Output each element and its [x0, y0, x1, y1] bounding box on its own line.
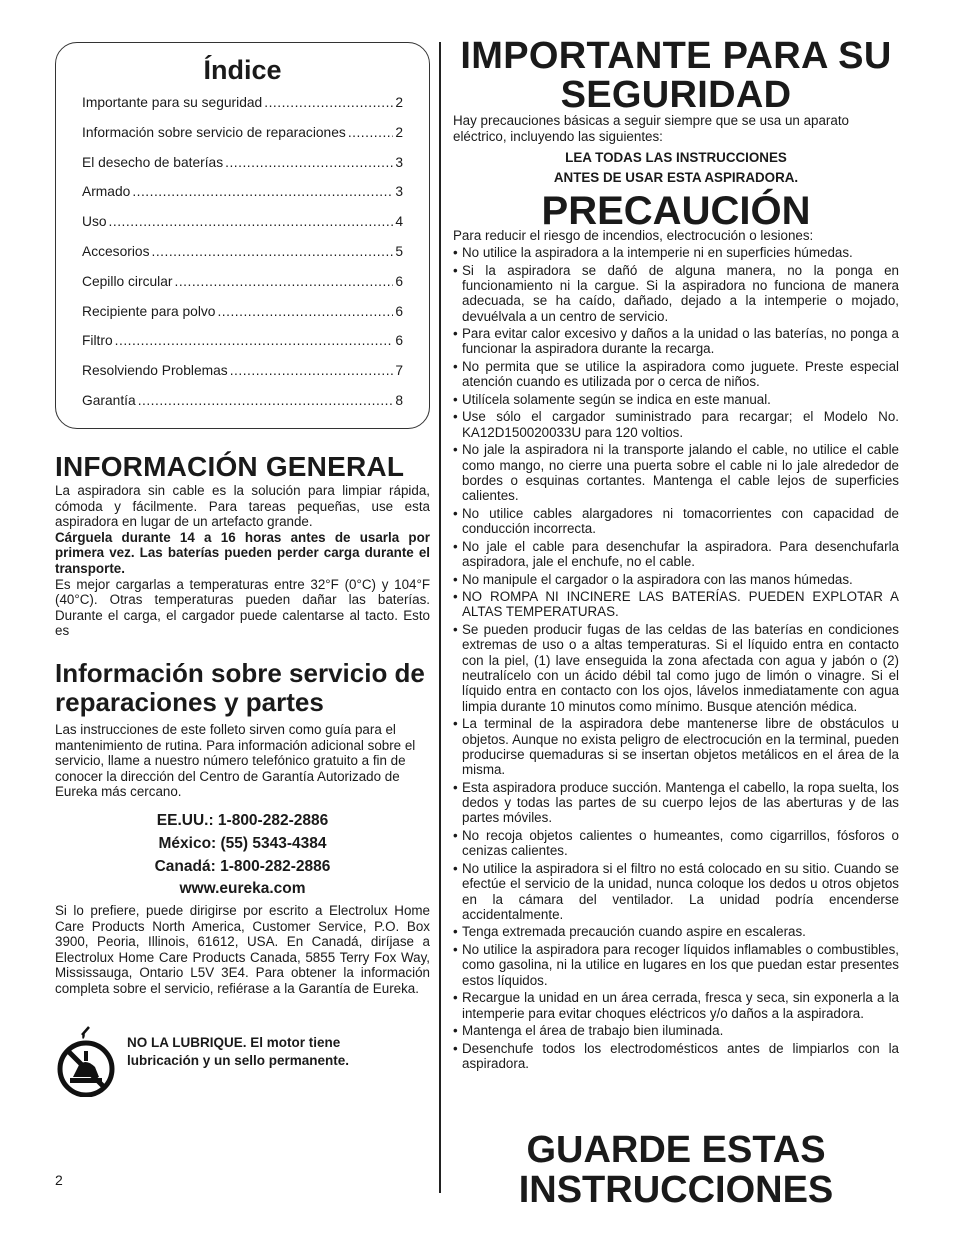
toc-item — [82, 363, 403, 393]
safety-bullet: • Si la aspiradora se dañó de alguna manera, no la ponga en funcionamiento ni la cargue. Si la aspiradora no funciona de manera adecuada, se ha caído, dañado, dejado a la intemperie o mojado, devuélvala a un centro de servicio. — [453, 263, 899, 324]
charge-warning: Cárguela durante 14 a 16 horas antes de usarla por primera vez. Las baterías pueden perder carga durante el transporte. — [55, 529, 430, 576]
toc-title: Índice — [203, 55, 282, 85]
mail-address-paragraph: Si lo prefiere, puede dirigirse por escrito a Electrolux Home Care Products North America, Customer Service, P.O. Box 3900, Peoria, Illinois, 61612, USA. En Canadá, diríjase a Electrolux Home Care Products Canada, 5855 Terry Fox Way, Mississauga, Ontario L5V 3E4. Para obtener la información completa sobre el servicio, refiérase a la Garantía de Eureka. — [55, 903, 430, 996]
toc-item — [82, 95, 403, 125]
toc-leader-dots — [217, 304, 393, 319]
general-info-paragraph: La aspiradora sin cable es la solución para limpiar rápida, cómoda y fácilmente. Para tareas pequeñas, use esta aspiradora en lugar de un artefacto grande. — [55, 483, 430, 530]
toc-item-label: Garantía — [82, 392, 136, 408]
toc-item — [82, 214, 403, 244]
toc-item-label: Importante para su seguridad — [82, 95, 263, 110]
read-instructions-line1: LEA TODAS LAS INSTRUCCIONES — [565, 150, 787, 165]
safety-bullet: • Para evitar calor excesivo y daños a la unidad o las baterías, no ponga a funcionar la aspiradora durante la recarga. — [453, 326, 899, 357]
safety-bullet: • Mantenga el área de trabajo bien iluminada. — [453, 1023, 899, 1038]
toc-item-label: Resolviendo Problemas — [82, 363, 228, 379]
toc-item-label: Uso — [82, 214, 107, 230]
phone-mexico: México: (55) 5343-4384 — [158, 834, 327, 852]
toc-item-page: 6 — [395, 333, 403, 349]
safety-bullet: • No recoja objetos calientes o humeantes, como cigarrillos, fósforos o cenizas calientes. — [453, 828, 899, 859]
toc-item-label: Armado — [82, 184, 131, 200]
toc-item-page: 3 — [395, 184, 403, 200]
safety-bullet: • Desenchufe todos los electrodomésticos antes de limpiarlos con la aspiradora. — [453, 1041, 899, 1072]
safety-bullet: • No permita que se utilice la aspiradora como juguete. Preste especial atención cuando es utilizada por o cerca de niños. — [453, 359, 899, 390]
no-lubricate-notice: NO LA LUBRIQUE. El motor tiene lubricación y un sello permanente. — [127, 1035, 350, 1069]
website-link[interactable]: www.eureka.com — [179, 880, 306, 898]
toc-leader-dots — [115, 333, 394, 348]
toc-item-page: 3 — [395, 154, 403, 170]
toc-item — [82, 393, 403, 423]
safety-bullet: • Esta aspiradora produce succión. Mantenga el cabello, la ropa suelta, los dedos y todas las partes de su cuerpo lejos de las aberturas y de las partes móviles. — [453, 780, 899, 826]
safety-bullet: • Tenga extremada precaución cuando aspire en escaleras. — [453, 924, 899, 939]
toc-item-page: 6 — [395, 303, 403, 319]
service-info-heading: Información sobre servicio de reparaciones y partes — [55, 658, 425, 717]
safety-bullet: • Utilícela solamente según se indica en este manual. — [453, 392, 899, 407]
read-instructions-line2: ANTES DE USAR ESTA ASPIRADORA. — [553, 169, 799, 185]
safety-bullet: • No utilice la aspiradora si el filtro no está colocado en su sitio. Cuando se efectúe el servicio de la unidad, nunca coloque los dedos u otros objetos en la cámara del ventilador. La unidad podría encenderse accidentalmente. — [453, 861, 899, 922]
toc-item-label: Recipiente para polvo — [82, 303, 216, 319]
safety-bullet: • No utilice la aspiradora a la intemperie ni en superficies húmedas. — [453, 245, 899, 260]
toc-item — [82, 333, 403, 363]
toc-item — [82, 155, 403, 185]
safety-bullet: • Se pueden producir fugas de las celdas de las baterías en condiciones extremas de uso o a altas temperaturas. Si el líquido entra en contacto con la piel, (1) lave enseguida la zona afectada con agua y jabón o (2) neutralícelo con un ácido débil tal como jugo de limón o vinagre. Si el líquido entra en contacto con los ojos, lávelos inmediatamente con agua limpia durante 10 minutos como mínimo. Busque atención médica. — [453, 622, 899, 714]
safety-bullet-list — [453, 245, 899, 1073]
toc-item-page: 7 — [395, 363, 403, 379]
safety-intro: Hay precauciones básicas a seguir siempre que se usa un aparato eléctrico, incluyendo las siguientes: — [453, 113, 849, 144]
toc-leader-dots — [225, 155, 393, 170]
toc-item — [82, 274, 403, 304]
no-oil-icon — [55, 1025, 117, 1097]
phone-canada: Canadá: 1-800-282-2886 — [154, 857, 331, 875]
toc-leader-dots — [132, 184, 393, 199]
toc-leader-dots — [348, 125, 394, 140]
service-info-paragraph: Las instrucciones de este folleto sirven como guía para el mantenimiento de rutina. Para información adicional sobre el servicio, llame a nuestro número telefónico gratuito a fin de conocer la dirección del Centro de Garantía Autorizado de Eureka más cercano. — [55, 722, 416, 800]
phone-us: EE.UU.: 1-800-282-2886 — [156, 812, 329, 829]
safety-bullet: • La terminal de la aspiradora debe mantenerse libre de obstáculos u objetos. Aunque no exista peligro de electrocución en la terminal, pueden producirse quemaduras si se insertan objetos metálicos en el área de la misma. — [453, 716, 899, 777]
toc-leader-dots — [151, 244, 393, 259]
page-number: 2 — [55, 1172, 63, 1188]
toc-leader-dots — [109, 214, 394, 229]
toc-list — [82, 95, 403, 423]
toc-item — [82, 184, 403, 214]
toc-item-label: Accesorios — [82, 243, 150, 259]
caution-heading: PRECAUCIÓN — [541, 189, 811, 233]
toc-item — [82, 244, 403, 274]
general-info-heading: INFORMACIÓN GENERAL — [55, 451, 405, 482]
general-info-text — [55, 483, 430, 639]
toc-leader-dots — [138, 393, 394, 408]
read-instructions — [453, 148, 899, 187]
toc-leader-dots — [230, 363, 394, 378]
toc-item-page: 6 — [395, 273, 403, 289]
toc-leader-dots — [264, 95, 393, 110]
safety-heading: IMPORTANTE PARA SU SEGURIDAD — [460, 35, 892, 116]
left-column — [55, 42, 430, 1069]
contact-numbers — [55, 810, 430, 901]
toc-item-page: 2 — [395, 124, 403, 140]
safety-bullet: • No jale el cable para desenchufar la aspiradora. Para desenchufarla aspiradora, jale el enchufe, no el cable. — [453, 539, 899, 570]
toc-item-label: Filtro — [82, 333, 113, 349]
toc-item-page: 2 — [395, 95, 403, 110]
toc-item-label: Cepillo circular — [82, 273, 173, 289]
table-of-contents — [55, 42, 430, 429]
safety-bullet: • No manipule el cargador o la aspiradora con las manos húmedas. — [453, 572, 899, 587]
safety-bullet: • Recargue la unidad en un área cerrada, fresca y seca, sin exponerla a la intemperie para evitar choques eléctricos y/o daños a la aspiradora. — [453, 990, 899, 1021]
toc-item-page: 4 — [395, 214, 403, 230]
safety-bullet: • Use sólo el cargador suministrado para recargar; el Modelo No. KA12D150020033U para 120 voltios. — [453, 409, 899, 440]
caution-intro: Para reducir el riesgo de incendios, electrocución o lesiones: — [453, 228, 814, 243]
toc-leader-dots — [174, 274, 393, 289]
toc-item — [82, 304, 403, 334]
toc-item-page: 5 — [395, 243, 403, 259]
safety-bullet: • NO ROMPA NI INCINERE LAS BATERÍAS. PUEDEN EXPLOTAR A ALTAS TEMPERATURAS. — [453, 589, 899, 620]
save-instructions-heading: GUARDE ESTAS INSTRUCCIONES — [518, 1129, 834, 1211]
safety-bullet: • No jale la aspiradora ni la transporte jalando el cable, no utilice el cable como mango, no cierre una puerta sobre el cable ni lo jale alrededor de bordes o esquinas cortantes. Mantenga el cable lejos de superficies calientes. — [453, 442, 899, 503]
column-divider — [439, 42, 441, 1193]
charge-temperature-paragraph: Es mejor cargarlas a temperaturas entre 32°F (0°C) y 104°F (40°C). Otras temperaturas pueden dañar las baterías. Durante el carga, el cargador puede calentarse al tacto. Esto es — [55, 576, 430, 639]
toc-item-label: El desecho de baterías — [82, 154, 224, 170]
toc-item-page: 8 — [395, 392, 403, 408]
safety-bullet: • No utilice la aspiradora para recoger líquidos inflamables o combustibles, como gasolina, ni la utilice en lugares en los que puedan estar presentes estos líquidos. — [453, 942, 899, 988]
safety-bullet: • No utilice cables alargadores ni tomacorrientes con capacidad de conducción incorrecta. — [453, 506, 899, 537]
toc-item-label: Información sobre servicio de reparaciones — [82, 124, 346, 140]
toc-item — [82, 125, 403, 155]
